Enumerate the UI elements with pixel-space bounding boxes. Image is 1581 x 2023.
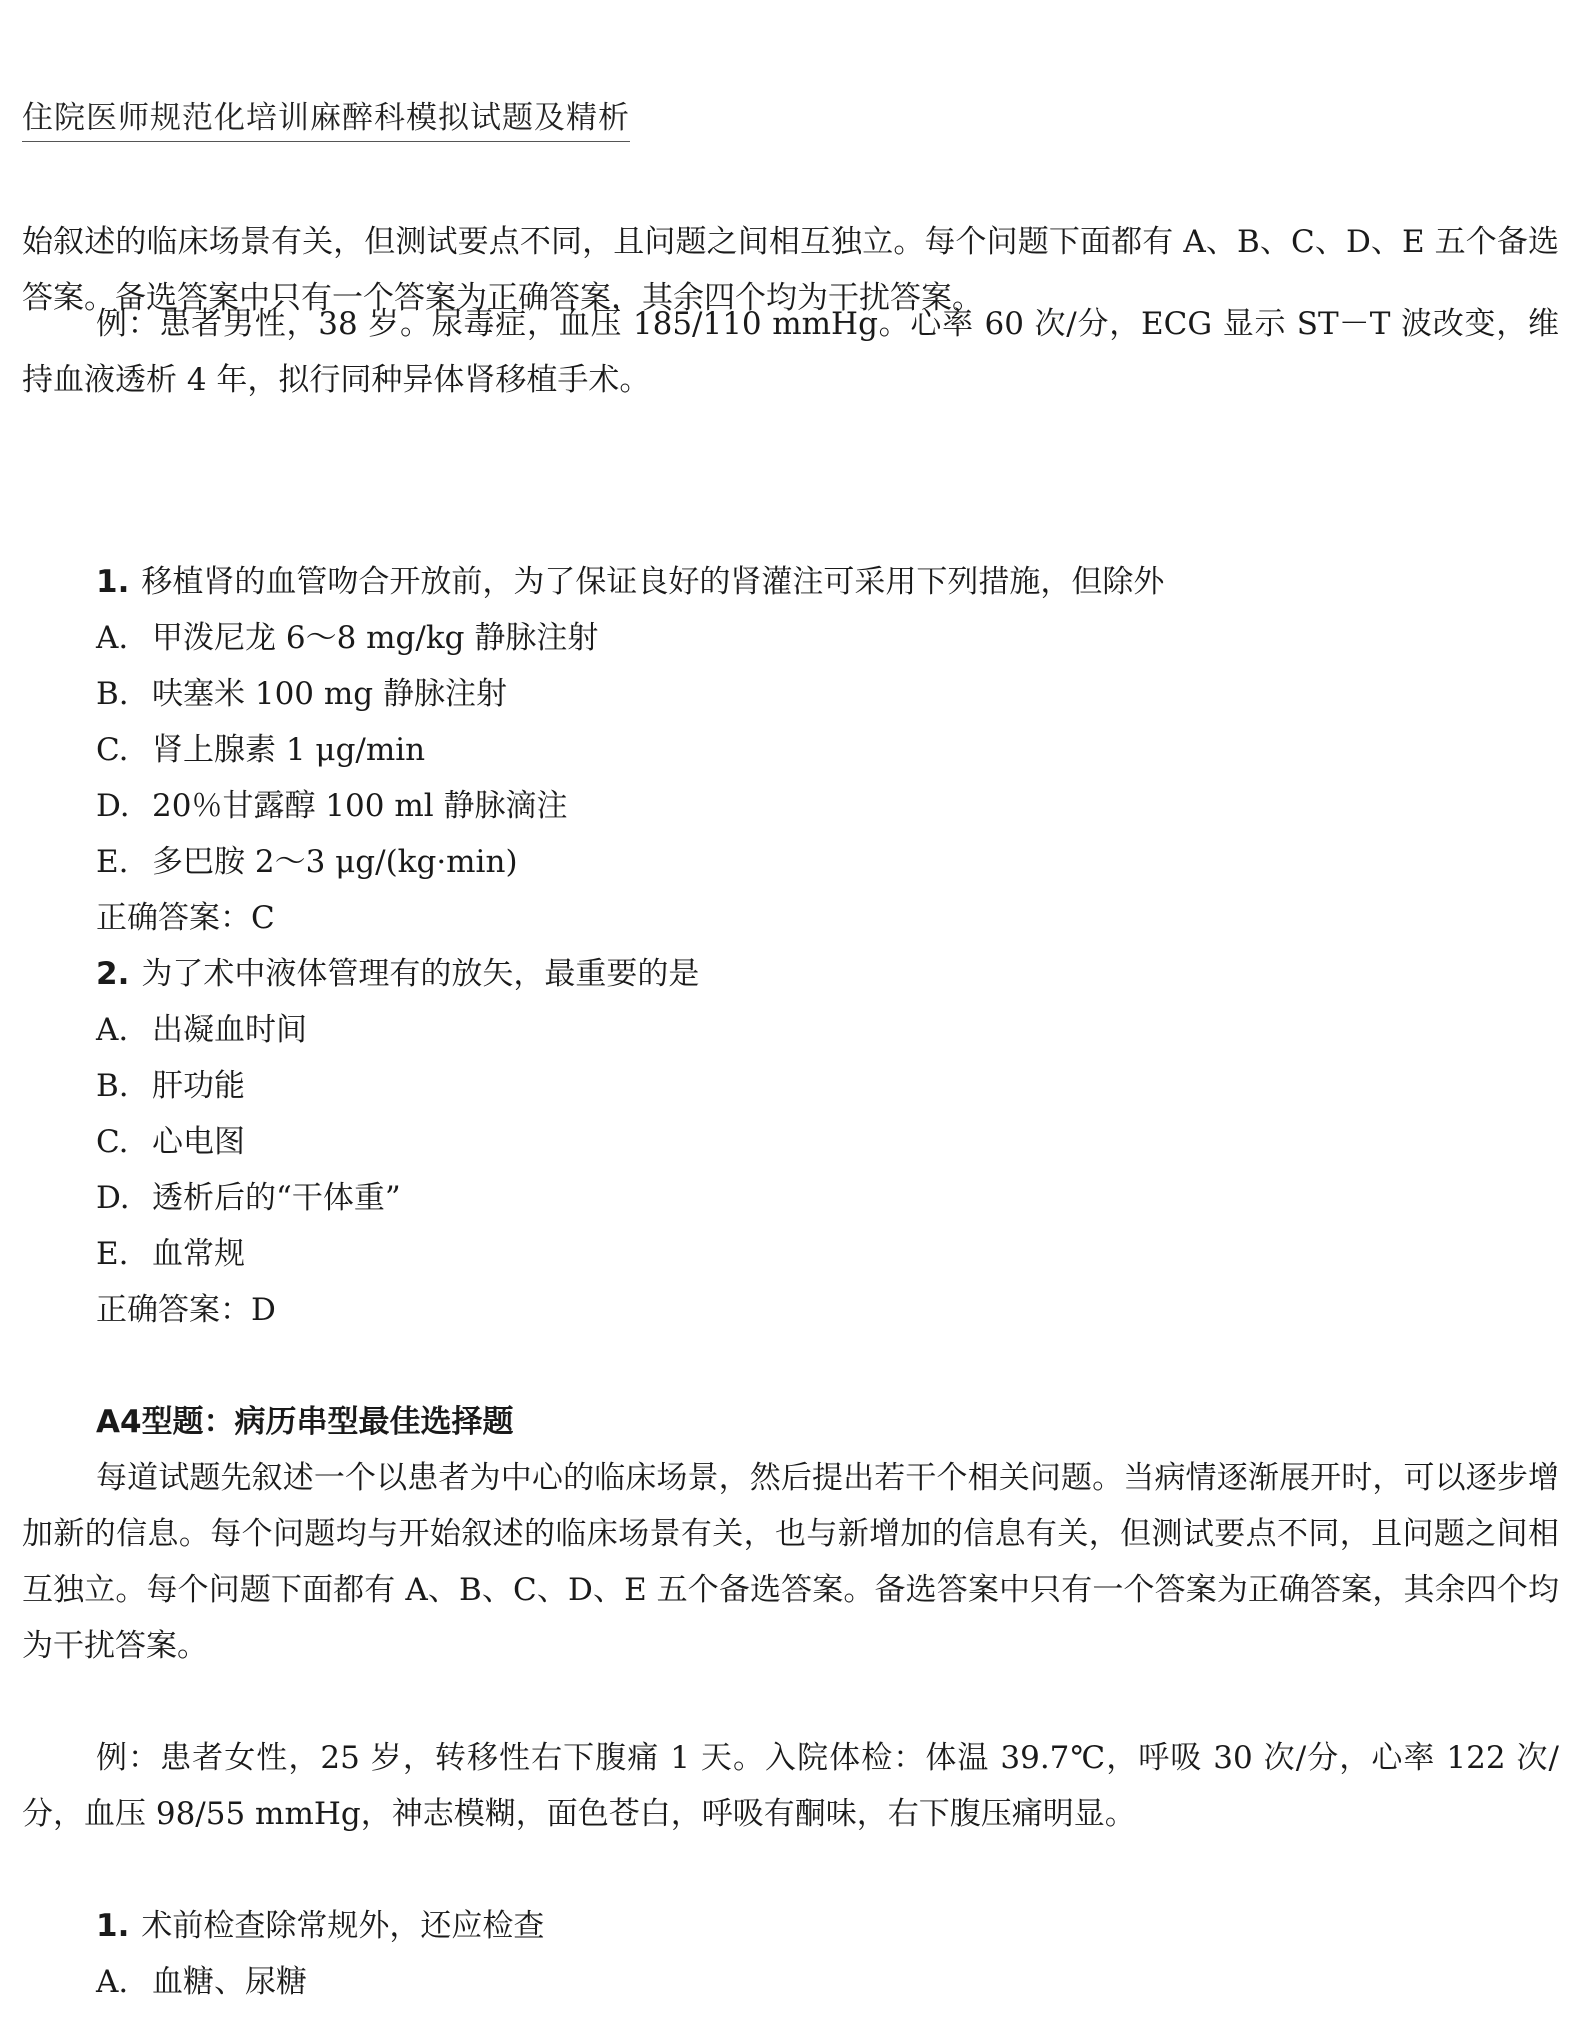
option-text: 血糖、尿糖 (152, 1964, 307, 2000)
example-1-case: 例：患者男性，38 岁。尿毒症，血压 185/110 mmHg。心率 60 次/分，ECG 显示 ST－T 波改变，维持血液透析 4 年，拟行同种异体肾移植手术。 (22, 306, 1559, 398)
option-letter: C. (96, 1124, 129, 1160)
question-text: 移植肾的血管吻合开放前，为了保证良好的肾灌注可采用下列措施，但除外 (141, 564, 1165, 600)
option-text: 心电图 (152, 1124, 245, 1160)
intro-continuation: 始叙述的临床场景有关，但测试要点不同，且问题之间相互独立。每个问题下面都有 A、B、C、D、E 五个备选答案。备选答案中只有一个答案为正确答案，其余四个均为干扰答案。 (22, 224, 1559, 316)
question-1-option-c (96, 722, 425, 778)
question-1-stem (96, 554, 1164, 610)
question-number: 1. (96, 564, 130, 600)
question-2-option-d (96, 1170, 401, 1226)
option-letter: D. (96, 788, 130, 824)
option-letter: A. (96, 1012, 129, 1048)
section-a4-heading (96, 1394, 514, 1450)
option-text: 肝功能 (152, 1068, 245, 1104)
question-2-stem (96, 946, 699, 1002)
option-letter: C. (96, 732, 129, 768)
option-letter: A. (96, 620, 129, 656)
option-text: 呋塞米 100 mg 静脉注射 (152, 676, 507, 712)
question-2-option-e (96, 1226, 245, 1282)
option-text: 20％甘露醇 100 ml 静脉滴注 (152, 788, 568, 824)
question-1-option-b (96, 666, 507, 722)
option-letter: D. (96, 1180, 130, 1216)
option-letter: A. (96, 1964, 129, 2000)
example-2-question-1-stem (96, 1898, 544, 1954)
option-text: 甲泼尼龙 6～8 mg/kg 静脉注射 (152, 620, 599, 656)
section-code: A4 (96, 1404, 142, 1440)
question-number: 2. (96, 956, 130, 992)
running-title: 住院医师规范化培训麻醉科模拟试题及精析 (22, 92, 630, 142)
question-2-option-b (96, 1058, 245, 1114)
question-1-option-e (96, 834, 518, 890)
option-letter: E. (96, 1236, 129, 1272)
option-letter: E. (96, 844, 129, 880)
question-2-answer: 正确答案：D (96, 1292, 276, 1328)
question-text: 为了术中液体管理有的放矢，最重要的是 (141, 956, 700, 992)
question-number: 1. (96, 1908, 130, 1944)
example-2-question-1-option-a (96, 1954, 307, 2010)
option-letter: B. (96, 676, 129, 712)
question-1-option-d (96, 778, 568, 834)
option-text: 多巴胺 2～3 μg/(kg·min) (152, 844, 518, 880)
question-2-option-c (96, 1114, 245, 1170)
question-2-option-a (96, 1002, 307, 1058)
question-1-answer: 正确答案：C (96, 900, 275, 936)
option-text: 透析后的“干体重” (152, 1180, 401, 1216)
option-letter: B. (96, 1068, 129, 1104)
question-1-option-a (96, 610, 598, 666)
section-a4-description: 每道试题先叙述一个以患者为中心的临床场景，然后提出若干个相关问题。当病情逐渐展开时，可以逐步增加新的信息。每个问题均与开始叙述的临床场景有关，也与新增加的信息有关，但测试要点不同，且问题之间相互独立。每个问题下面都有 A、B、C、D、E 五个备选答案。备选答案中只有一个答案为正确答案，其余四个均为干扰答案。 (22, 1460, 1559, 1664)
option-text: 出凝血时间 (152, 1012, 307, 1048)
option-text: 肾上腺素 1 μg/min (152, 732, 426, 768)
section-title: 型题：病历串型最佳选择题 (141, 1404, 514, 1440)
option-text: 血常规 (152, 1236, 245, 1272)
example-2-case: 例：患者女性，25 岁，转移性右下腹痛 1 天。入院体检：体温 39.7℃，呼吸 30 次/分，心率 122 次/分，血压 98/55 mmHg，神志模糊，面色苍白，呼吸有酮味，右下腹压痛明显。 (22, 1740, 1559, 1832)
question-text: 术前检查除常规外，还应检查 (141, 1908, 545, 1944)
